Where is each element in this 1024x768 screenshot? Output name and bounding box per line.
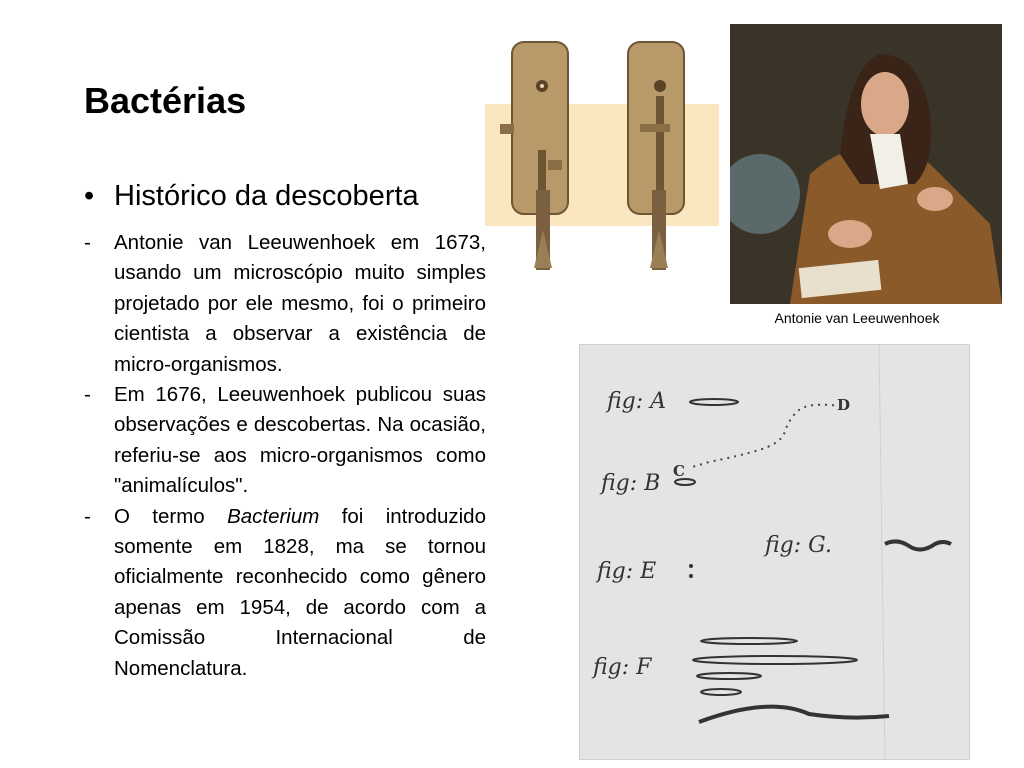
list-item-text: Antonie van Leeuwenhoek em 1673, usando um microscópio muito simples projetado por ele mesmo, foi o primeiro cientista a observar a existência de micro-organismos.: [114, 231, 486, 376]
bullet-list: [84, 228, 486, 684]
microscope-back: [628, 42, 684, 270]
list-item: [84, 228, 486, 380]
portrait-caption: Antonie van Leeuwenhoek: [774, 310, 940, 326]
list-item-text: [114, 502, 486, 684]
bullet-marker: •: [84, 180, 95, 212]
drawing-label: fig: F: [593, 655, 652, 680]
list-item: [84, 502, 486, 684]
microscope-front: [500, 42, 568, 270]
drawing-label: D: [837, 396, 851, 414]
dash-marker: -: [84, 231, 91, 254]
italic-term: Bacterium: [227, 504, 320, 528]
drawing-label: C: [673, 462, 685, 480]
text-after: foi introduzido somente em 1828, ma se tornou oficialmente reconhecido como gênero apenas em 1954, de acordo com a Comissão Internacional de Nomenclatura.: [114, 504, 486, 680]
text-before: O termo: [114, 504, 228, 528]
drawing-label: fig: G.: [765, 533, 832, 558]
main-bullet-text: Histórico da descoberta: [114, 180, 419, 212]
list-item-text: Em 1676, Leeuwenhoek publicou suas observações e descobertas. Na ocasião, referiu-se aos micro-organismos como "animalículos".: [114, 383, 486, 498]
drawing-label: fig: A: [607, 389, 667, 414]
drawing-label: fig: B: [601, 471, 661, 496]
portrait-image: [730, 24, 1002, 304]
microscope-illustration: [490, 40, 710, 272]
slide-title: Bactérias: [84, 80, 247, 121]
dash-marker: -: [84, 383, 91, 407]
list-item: [84, 380, 486, 502]
drawing-label: fig: E: [597, 559, 657, 584]
main-bullet: [84, 180, 419, 213]
dash-marker: -: [84, 504, 91, 528]
bacteria-drawing: [579, 344, 970, 760]
